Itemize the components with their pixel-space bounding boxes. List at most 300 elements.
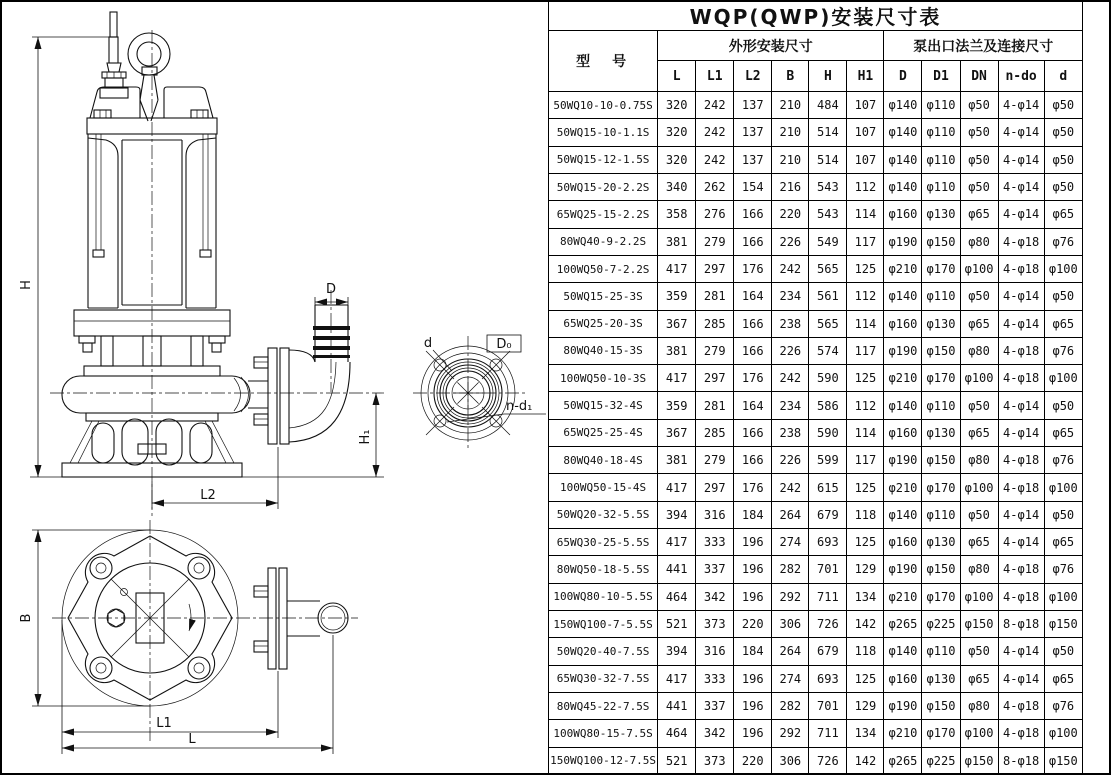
dimension-cell: 4-φ14 [998, 419, 1044, 446]
dimension-cell: φ100 [960, 720, 998, 747]
dimension-cell: 210 [772, 92, 809, 119]
table-body [549, 92, 1083, 775]
dimension-cell: 262 [696, 173, 734, 200]
dimension-cell: 4-φ18 [998, 337, 1044, 364]
dimension-table [548, 0, 1083, 775]
dimension-cell: φ76 [1044, 447, 1082, 474]
dimension-cell: 8-φ18 [998, 747, 1044, 775]
dimension-cell: 316 [696, 638, 734, 665]
dimension-cell: 125 [847, 255, 884, 282]
dimension-cell: φ76 [1044, 692, 1082, 719]
dimension-cell: 333 [696, 529, 734, 556]
model-cell: 65WQ30-25-5.5S [549, 529, 658, 556]
dimension-cell: φ190 [884, 556, 922, 583]
dimension-cell: 4-φ18 [998, 228, 1044, 255]
dimension-cell: φ50 [1044, 501, 1082, 528]
model-cell: 150WQ100-7-5.5S [549, 610, 658, 637]
dimension-cell: φ265 [884, 610, 922, 637]
dimension-cell: φ100 [1044, 583, 1082, 610]
dimension-cell: 154 [734, 173, 772, 200]
dimension-cell: 242 [696, 146, 734, 173]
dimension-cell: φ80 [960, 447, 998, 474]
dimension-cell: φ190 [884, 692, 922, 719]
dimension-cell: φ110 [922, 638, 960, 665]
column-header-L1: L1 [696, 61, 734, 92]
dimension-cell: φ140 [884, 146, 922, 173]
model-cell: 80WQ50-18-5.5S [549, 556, 658, 583]
dimension-cell: φ50 [960, 146, 998, 173]
dimension-cell: 4-φ18 [998, 692, 1044, 719]
dimension-cell: 381 [658, 447, 696, 474]
dimension-cell: φ65 [960, 201, 998, 228]
dimension-cell: φ50 [960, 392, 998, 419]
dimension-cell: φ65 [960, 419, 998, 446]
dimension-cell: φ100 [1044, 365, 1082, 392]
dimension-cell: 281 [696, 392, 734, 419]
dimension-cell: φ150 [922, 556, 960, 583]
column-header-d: d [1044, 61, 1082, 92]
dimension-cell: 196 [734, 556, 772, 583]
dimension-cell: φ65 [1044, 529, 1082, 556]
outlet-flange-detail-view [413, 335, 546, 450]
dimension-cell: φ100 [1044, 474, 1082, 501]
dimension-cell: φ265 [884, 747, 922, 775]
dimension-cell: φ150 [922, 228, 960, 255]
table-title: WQP(QWP)安装尺寸表 [549, 0, 1083, 31]
table-row [549, 310, 1083, 337]
dimension-cell: 521 [658, 610, 696, 637]
dimension-cell: 297 [696, 365, 734, 392]
dimension-cell: 238 [772, 310, 809, 337]
dimension-cell: 359 [658, 392, 696, 419]
dimension-cell: 358 [658, 201, 696, 228]
dimension-cell: φ50 [1044, 146, 1082, 173]
dimension-cell: φ210 [884, 583, 922, 610]
table-row [549, 638, 1083, 665]
dimension-cell: φ65 [1044, 201, 1082, 228]
dimension-cell: 590 [809, 419, 847, 446]
table-row [549, 720, 1083, 747]
dimension-cell: 242 [696, 119, 734, 146]
dimension-cell: 4-φ18 [998, 447, 1044, 474]
dimension-cell: 297 [696, 255, 734, 282]
dimension-cell: φ140 [884, 92, 922, 119]
dimension-cell: 417 [658, 474, 696, 501]
dimension-cell: φ50 [1044, 92, 1082, 119]
dimension-cell: 4-φ14 [998, 529, 1044, 556]
dimension-cell: 281 [696, 283, 734, 310]
dimension-cell: 129 [847, 692, 884, 719]
dimension-cell: 184 [734, 638, 772, 665]
model-cell: 50WQ15-20-2.2S [549, 173, 658, 200]
model-cell: 50WQ15-32-4S [549, 392, 658, 419]
table-row [549, 419, 1083, 446]
model-cell: 50WQ10-10-0.75S [549, 92, 658, 119]
dimension-cell: 320 [658, 146, 696, 173]
table-row [549, 692, 1083, 719]
dimension-cell: 464 [658, 583, 696, 610]
dimension-cell: 196 [734, 583, 772, 610]
dimension-cell: 381 [658, 228, 696, 255]
dimension-cell: 4-φ18 [998, 365, 1044, 392]
dimension-cell: 117 [847, 337, 884, 364]
dimension-cell: 196 [734, 665, 772, 692]
dimension-cell: 441 [658, 692, 696, 719]
dimension-cell: 242 [772, 365, 809, 392]
table-row [549, 392, 1083, 419]
dimension-cell: 4-φ14 [998, 392, 1044, 419]
dimension-cell: 274 [772, 529, 809, 556]
dimension-cell: 316 [696, 501, 734, 528]
dimension-cell: φ140 [884, 501, 922, 528]
dimension-cell: 137 [734, 92, 772, 119]
dimension-cell: 118 [847, 501, 884, 528]
dimension-cell: φ76 [1044, 337, 1082, 364]
dimension-cell: 114 [847, 201, 884, 228]
dim-D0-label: D₀ [496, 337, 512, 352]
dimension-cell: 220 [734, 610, 772, 637]
column-header-L: L [658, 61, 696, 92]
dimension-cell: 292 [772, 720, 809, 747]
dimension-cell: φ65 [960, 665, 998, 692]
table-row [549, 337, 1083, 364]
dimension-cell: 125 [847, 474, 884, 501]
dimension-cell: φ110 [922, 92, 960, 119]
dimension-cell: 112 [847, 392, 884, 419]
dimension-cell: φ110 [922, 173, 960, 200]
dim-B-label: B [19, 613, 34, 623]
dimension-cell: 4-φ14 [998, 92, 1044, 119]
dimension-cell: φ170 [922, 474, 960, 501]
table-row [549, 665, 1083, 692]
dimension-cell: φ140 [884, 638, 922, 665]
dimension-cell: 394 [658, 638, 696, 665]
dimension-cell: 693 [809, 665, 847, 692]
dimension-cell: 701 [809, 556, 847, 583]
dimension-cell: φ140 [884, 283, 922, 310]
dimension-cell: φ225 [922, 610, 960, 637]
dimension-cell: 276 [696, 201, 734, 228]
dimension-cell: 320 [658, 92, 696, 119]
dimension-cell: 679 [809, 638, 847, 665]
dimension-cell: φ130 [922, 310, 960, 337]
dimension-cell: φ140 [884, 392, 922, 419]
dimension-cell: 4-φ14 [998, 173, 1044, 200]
dimension-cell: 337 [696, 692, 734, 719]
dimension-cell: φ110 [922, 392, 960, 419]
dim-D-label: D [325, 282, 337, 297]
dimension-cell: 417 [658, 365, 696, 392]
dimension-cell: 196 [734, 692, 772, 719]
table-row [549, 283, 1083, 310]
dimension-cell: φ100 [960, 255, 998, 282]
dimension-cell: 114 [847, 310, 884, 337]
dimension-cell: 210 [772, 119, 809, 146]
dimension-cell: 417 [658, 665, 696, 692]
dimension-cell: 274 [772, 665, 809, 692]
dim-d-label: d [423, 336, 433, 351]
dimension-cell: φ210 [884, 255, 922, 282]
dimension-cell: φ65 [1044, 310, 1082, 337]
dimension-cell: φ80 [960, 228, 998, 255]
dimension-cell: φ150 [922, 447, 960, 474]
dimension-cell: φ130 [922, 201, 960, 228]
dimension-cell: φ170 [922, 583, 960, 610]
dim-L2-label: L2 [200, 488, 216, 503]
column-header-H1: H1 [847, 61, 884, 92]
dimension-cell: φ150 [922, 692, 960, 719]
dimension-cell: φ190 [884, 447, 922, 474]
dimension-cell: φ110 [922, 146, 960, 173]
dimension-cell: 373 [696, 747, 734, 775]
dim-H1-label: H₁ [358, 429, 373, 445]
dimension-cell: φ65 [960, 310, 998, 337]
dimension-cell: 142 [847, 747, 884, 775]
dimension-cell: 599 [809, 447, 847, 474]
dimension-cell: φ130 [922, 665, 960, 692]
dimension-cell: 264 [772, 638, 809, 665]
dimension-cell: φ130 [922, 529, 960, 556]
dimension-cell: 367 [658, 310, 696, 337]
dimension-cell: 234 [772, 392, 809, 419]
dimension-cell: φ160 [884, 529, 922, 556]
dimension-cell: 176 [734, 255, 772, 282]
dimension-cell: 464 [658, 720, 696, 747]
table-row [549, 119, 1083, 146]
dimension-cell: 4-φ14 [998, 501, 1044, 528]
column-header-L2: L2 [734, 61, 772, 92]
dimension-cell: φ50 [960, 119, 998, 146]
model-cell: 100WQ50-7-2.2S [549, 255, 658, 282]
model-cell: 100WQ50-10-3S [549, 365, 658, 392]
dimension-cell: 8-φ18 [998, 610, 1044, 637]
dimension-cell: 320 [658, 119, 696, 146]
dimension-cell: 216 [772, 173, 809, 200]
dimension-cell: φ150 [1044, 610, 1082, 637]
dimension-cell: φ50 [1044, 283, 1082, 310]
dimension-cell: φ160 [884, 201, 922, 228]
dimension-cell: φ80 [960, 337, 998, 364]
dimension-cell: 4-φ14 [998, 119, 1044, 146]
dimension-cell: 220 [772, 201, 809, 228]
dimension-cell: 176 [734, 474, 772, 501]
dimension-cell: 4-φ14 [998, 665, 1044, 692]
dimension-cell: 333 [696, 665, 734, 692]
dimension-cell: 565 [809, 255, 847, 282]
table-row [549, 255, 1083, 282]
model-cell: 65WQ25-25-4S [549, 419, 658, 446]
dimension-cell: φ50 [1044, 638, 1082, 665]
dimension-cell: 166 [734, 310, 772, 337]
column-header-D1: D1 [922, 61, 960, 92]
flange-bore-spokes [453, 378, 483, 408]
table-row [549, 747, 1083, 775]
dimension-cell: 264 [772, 501, 809, 528]
dimension-cell: 164 [734, 392, 772, 419]
dimension-cell: 166 [734, 228, 772, 255]
dim-nd1-label: n-d₁ [506, 399, 533, 414]
dimension-cell: 242 [696, 92, 734, 119]
dimension-cell: φ50 [1044, 173, 1082, 200]
dimension-cell: 112 [847, 283, 884, 310]
dimension-cell: 679 [809, 501, 847, 528]
dimension-cell: 340 [658, 173, 696, 200]
dimension-cell: 166 [734, 337, 772, 364]
table-row [549, 228, 1083, 255]
dimension-cell: 543 [809, 173, 847, 200]
model-cell: 50WQ20-40-7.5S [549, 638, 658, 665]
dimension-cell: φ210 [884, 365, 922, 392]
dimension-cell: φ160 [884, 665, 922, 692]
dimension-cell: 337 [696, 556, 734, 583]
dimension-cell: 4-φ14 [998, 146, 1044, 173]
dimension-cell: 4-φ14 [998, 201, 1044, 228]
dimension-cell: φ100 [1044, 720, 1082, 747]
dimension-cell: 359 [658, 283, 696, 310]
dimension-cell: φ80 [960, 692, 998, 719]
dimension-cell: 166 [734, 419, 772, 446]
model-cell: 80WQ40-18-4S [549, 447, 658, 474]
dimension-cell: 4-φ18 [998, 255, 1044, 282]
dimension-cell: 166 [734, 201, 772, 228]
dimension-cell: φ80 [960, 556, 998, 583]
dimension-cell: 137 [734, 119, 772, 146]
column-header-DN: DN [960, 61, 998, 92]
dimension-cell: 711 [809, 583, 847, 610]
dimension-cell: 342 [696, 720, 734, 747]
model-cell: 50WQ15-12-1.5S [549, 146, 658, 173]
dimension-cell: φ150 [922, 337, 960, 364]
table-row [549, 447, 1083, 474]
column-header-H: H [809, 61, 847, 92]
dimension-cell: 306 [772, 747, 809, 775]
dimension-cell: φ170 [922, 365, 960, 392]
model-cell: 50WQ15-10-1.1S [549, 119, 658, 146]
dimension-cell: 134 [847, 583, 884, 610]
dimension-cell: 701 [809, 692, 847, 719]
column-header-n-do: n-do [998, 61, 1044, 92]
lifting-eye-icon [128, 33, 170, 75]
dimension-cell: φ150 [1044, 747, 1082, 775]
dimension-cell: 394 [658, 501, 696, 528]
dimension-cell: 561 [809, 283, 847, 310]
dimension-cell: 306 [772, 610, 809, 637]
pump-drawing-panel [0, 0, 548, 775]
model-cell: 100WQ50-15-4S [549, 474, 658, 501]
table-row [549, 556, 1083, 583]
dimension-cell: 234 [772, 283, 809, 310]
dimension-cell: 166 [734, 447, 772, 474]
dimension-cell: φ110 [922, 283, 960, 310]
dimension-cell: 282 [772, 692, 809, 719]
dimension-cell: φ50 [1044, 119, 1082, 146]
dimension-cell: φ110 [922, 119, 960, 146]
dimension-cell: φ65 [1044, 419, 1082, 446]
dimension-cell: 711 [809, 720, 847, 747]
dimension-cell: φ130 [922, 419, 960, 446]
dimension-cell: 342 [696, 583, 734, 610]
dimension-cell: 134 [847, 720, 884, 747]
dimension-cell: 549 [809, 228, 847, 255]
dimension-cell: 282 [772, 556, 809, 583]
dimension-cell: 226 [772, 337, 809, 364]
dimension-cell: 279 [696, 337, 734, 364]
dimension-cell: 514 [809, 146, 847, 173]
dimension-cell: 484 [809, 92, 847, 119]
dimension-cell: 220 [734, 747, 772, 775]
dimension-cell: 196 [734, 720, 772, 747]
dimension-cell: 279 [696, 447, 734, 474]
hose-barb-rib [313, 326, 350, 330]
group-header-flange-dimensions: 泵出口法兰及连接尺寸 [884, 31, 1083, 61]
dimension-cell: φ160 [884, 310, 922, 337]
model-cell: 65WQ25-20-3S [549, 310, 658, 337]
dimension-cell: 117 [847, 447, 884, 474]
table-row [549, 173, 1083, 200]
dimension-cell: φ50 [960, 92, 998, 119]
dimension-cell: 586 [809, 392, 847, 419]
dimension-cell: φ190 [884, 337, 922, 364]
dimension-cell: φ50 [960, 501, 998, 528]
dimension-cell: 210 [772, 146, 809, 173]
dimension-cell: φ50 [960, 173, 998, 200]
dimension-cell: φ65 [960, 529, 998, 556]
dimension-cell: 118 [847, 638, 884, 665]
dimension-cell: 238 [772, 419, 809, 446]
table-row [549, 201, 1083, 228]
table-row [549, 365, 1083, 392]
dimension-cell: 117 [847, 228, 884, 255]
dimension-cell: 4-φ14 [998, 638, 1044, 665]
table-row [549, 92, 1083, 119]
dimension-cell: 574 [809, 337, 847, 364]
dimension-cell: φ160 [884, 419, 922, 446]
dimension-cell: φ65 [1044, 665, 1082, 692]
dimension-cell: 726 [809, 610, 847, 637]
column-header-D: D [884, 61, 922, 92]
dimension-cell: 176 [734, 365, 772, 392]
dimension-cell: φ50 [960, 638, 998, 665]
dimension-cell: φ150 [960, 610, 998, 637]
dimension-cell: 521 [658, 747, 696, 775]
dimension-cell: 107 [847, 146, 884, 173]
model-column-header: 型 号 [549, 31, 658, 92]
dimension-cell: 125 [847, 529, 884, 556]
dimension-cell: 726 [809, 747, 847, 775]
dimension-cell: 4-φ14 [998, 283, 1044, 310]
table-row [549, 610, 1083, 637]
dimension-cell: 114 [847, 419, 884, 446]
dimension-cell: φ110 [922, 501, 960, 528]
dimension-cell: 142 [847, 610, 884, 637]
dimension-cell: 196 [734, 529, 772, 556]
table-row [549, 146, 1083, 173]
model-cell: 65WQ25-15-2.2S [549, 201, 658, 228]
model-cell: 65WQ30-32-7.5S [549, 665, 658, 692]
dimension-cell: 164 [734, 283, 772, 310]
dimension-cell: φ100 [1044, 255, 1082, 282]
dimension-cell: φ190 [884, 228, 922, 255]
dimension-cell: φ140 [884, 119, 922, 146]
dimension-cell: φ100 [960, 583, 998, 610]
dimension-cell: 417 [658, 529, 696, 556]
dimension-cell: φ170 [922, 255, 960, 282]
table-row [549, 501, 1083, 528]
dimension-cell: φ76 [1044, 228, 1082, 255]
dimension-cell: φ50 [1044, 392, 1082, 419]
pump-top-view [19, 520, 358, 754]
dimension-cell: 184 [734, 501, 772, 528]
